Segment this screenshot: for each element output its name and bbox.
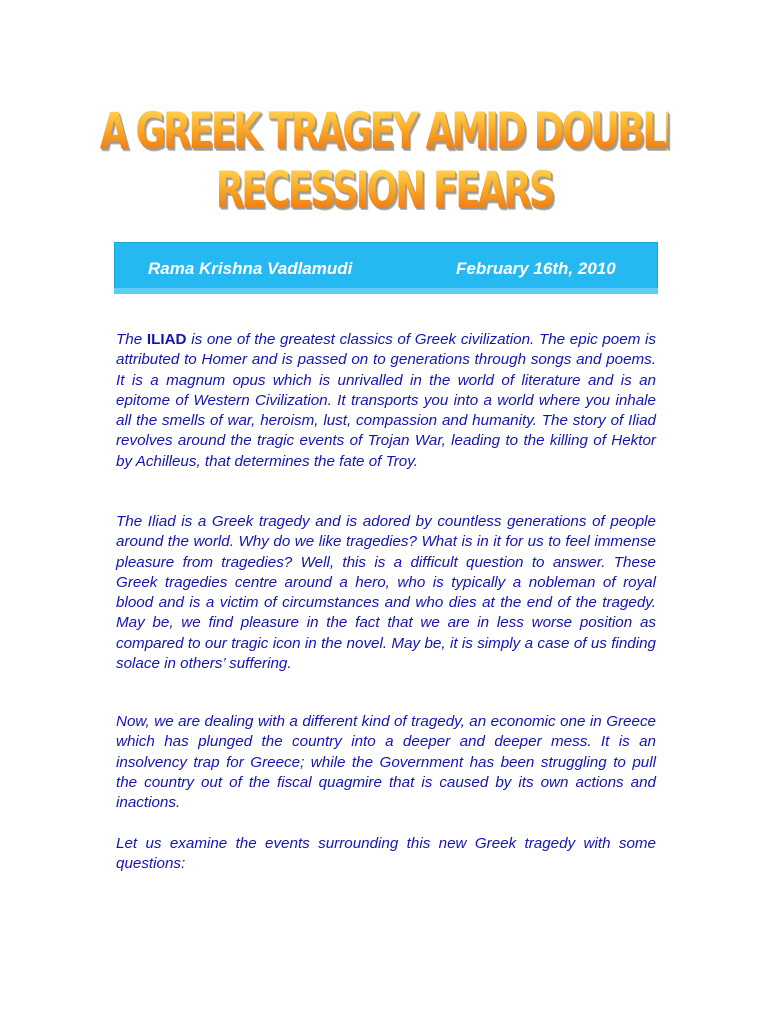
iliad-emphasis: ILIAD: [146, 331, 187, 348]
author-name: Rama Krishna Vadlamudi: [148, 259, 353, 278]
byline-banner: [112, 242, 658, 294]
document-title-line-2: RECESSION FEARS: [100, 165, 668, 215]
paragraph-3: Now, we are dealing with a different kind of tragedy, an economic one in Greece which has plunged the country into a deeper and deeper mess. It is an insolvency trap for Greece; while the Government has been struggling to pull the country out of the fiscal quagmire that is caused by its own actions and inactions.: [116, 713, 656, 812]
paragraph-4: Let us examine the events surrounding this new Greek tragedy with some questions:: [116, 835, 656, 873]
paragraph-2: The Iliad is a Greek tragedy and is adored by countless generations of people around the world. Why do we like tragedies? What is in it for us to feel immense pleasure from tragedies? Well, this is a difficult question to answer. These Greek tragedies centre around a hero, who is typically a nobleman of royal blood and is a victim of circumstances and who dies at the end of the tragedy. May be, we find pleasure in the fact that we are in less worse position as compared to our tragic icon in the novel. May be, it is simply a case of us finding solace in others’ suffering.: [116, 513, 656, 673]
publication-date: February 16th, 2010: [456, 259, 616, 278]
paragraph-1-lead: The: [116, 331, 147, 348]
paragraph-1-text: is one of the greatest classics of Greek civilization. The epic poem is attributed to Homer and is passed on to generations through songs and poems. It is a magnum opus which is unrivalled in the world of literature and is an epitome of Western Civilization. It transports you into a world where you inhale all the smells of war, heroism, lust, compassion and humanity. The story of Iliad revolves around the tragic events of Trojan War, leading to the killing of Hektor by Achilleus, that determines the fate of Troy.: [116, 331, 656, 470]
document-title-line-1: A GREEK TRAGEY AMID DOUBLE-DIP: [99, 102, 761, 160]
banner-bottom-strip: [114, 288, 658, 294]
paragraph-1: [116, 330, 656, 472]
